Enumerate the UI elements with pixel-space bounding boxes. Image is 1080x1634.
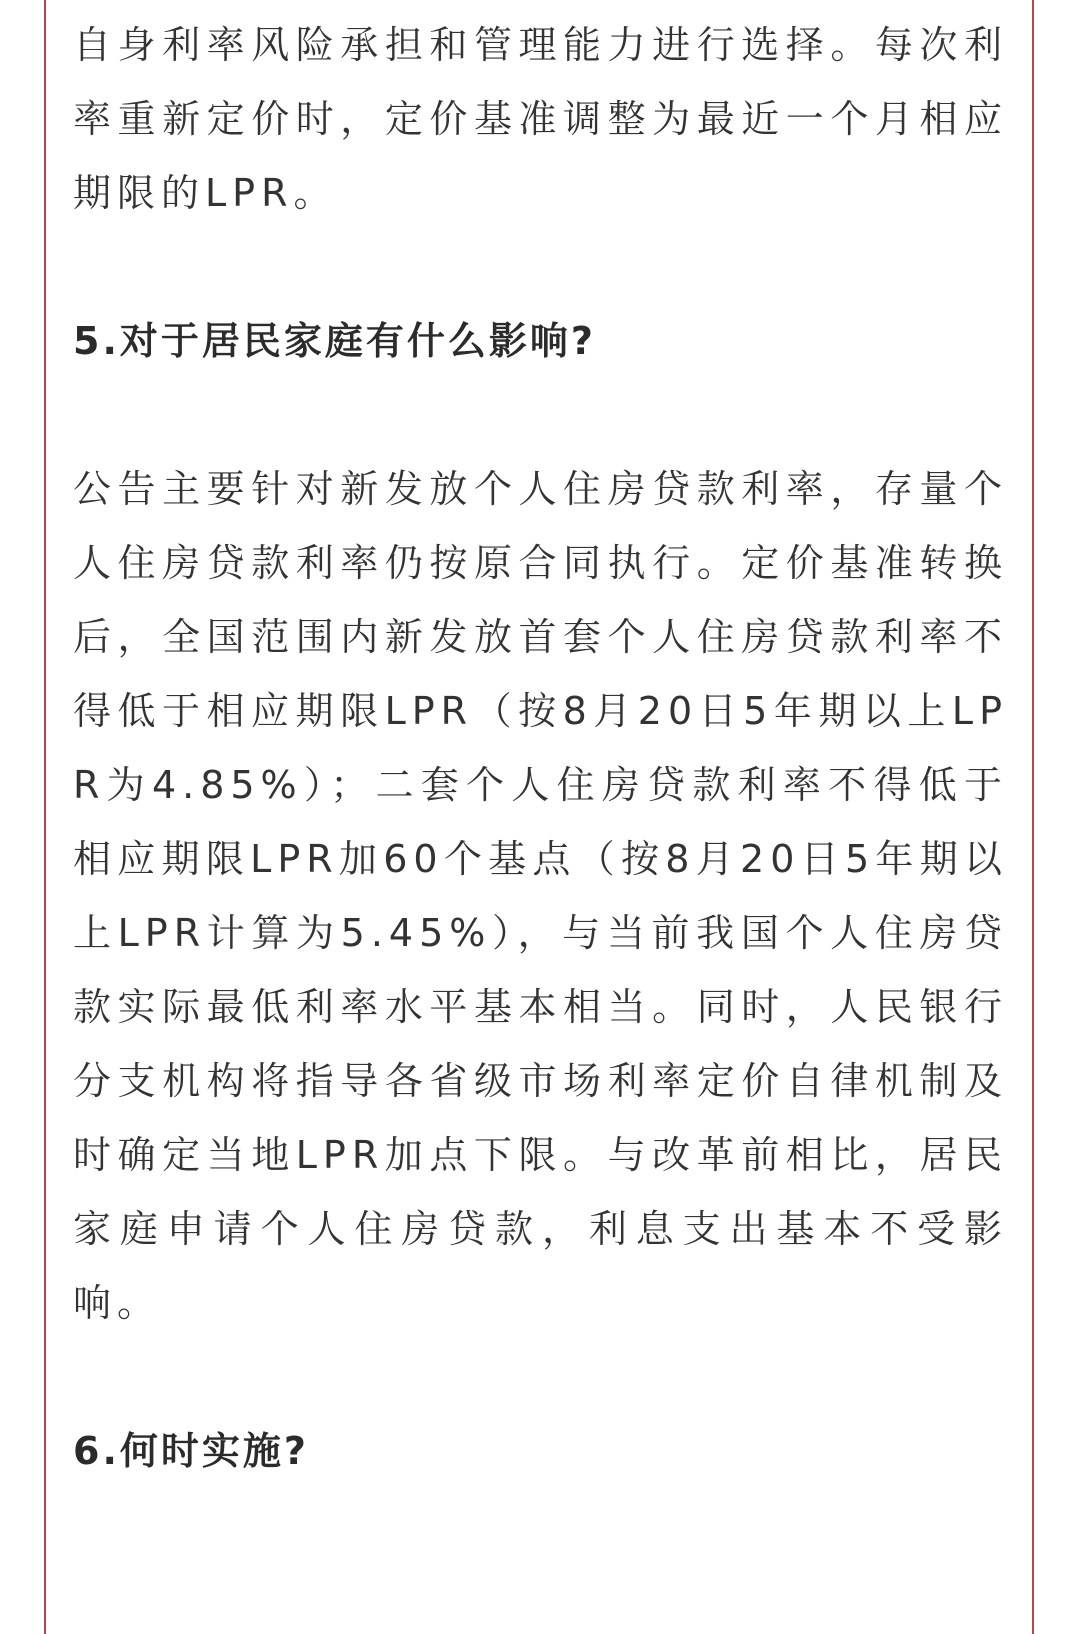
section-heading-5: 5.对于居民家庭有什么影响? (73, 319, 596, 363)
article-body (73, 8, 1008, 1488)
section-heading-6: 6.何时实施? (73, 1429, 309, 1473)
paragraph-section-5: 公告主要针对新发放个人住房贷款利率，存量个人住房贷款利率仍按原合同执行。定价基准转换后，全国范围内新发放首套个人住房贷款利率不得低于相应期限LPR（按8月20日5年期以上LPR为4.85%）；二套个人住房贷款利率不得低于相应期限LPR加60个基点（按8月20日5年期以上LPR计算为5.45%），与当前我国个人住房贷款实际最低利率水平基本相当。同时，人民银行分支机构将指导各省级市场利率定价自律机制及时确定当地LPR加点下限。与改革前相比，居民家庭申请个人住房贷款，利息支出基本不受影响。 (73, 467, 1008, 1325)
paragraph-intro: 自身利率风险承担和管理能力进行选择。每次利率重新定价时，定价基准调整为最近一个月相应期限的LPR。 (73, 23, 1008, 215)
